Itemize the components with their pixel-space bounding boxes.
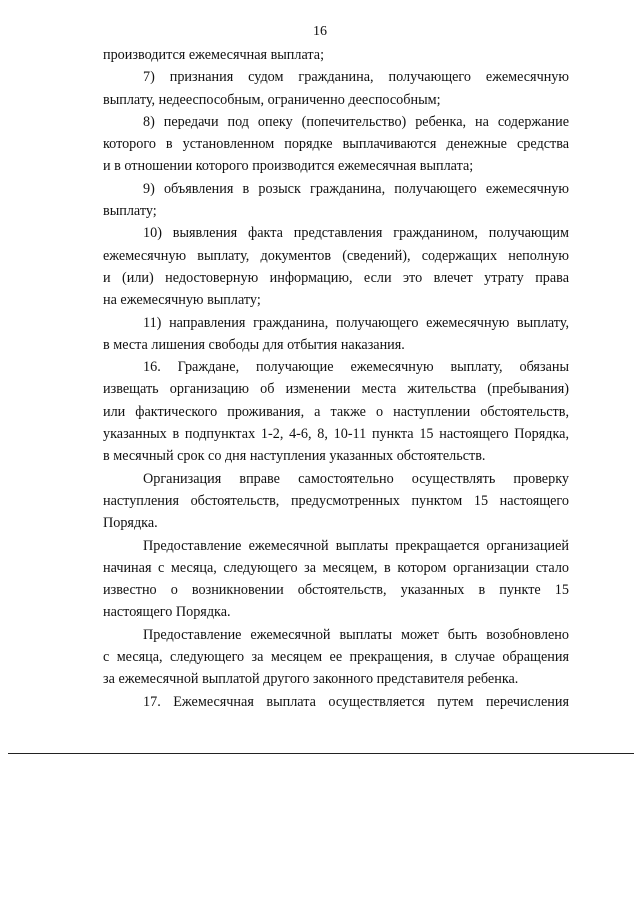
paragraph bbox=[103, 312, 569, 357]
text-line: извещать организацию об изменении места жительства (пребывания) bbox=[103, 381, 569, 398]
text-line: Организация вправе самостоятельно осуществлять проверку bbox=[143, 470, 569, 487]
text-line: 9) объявления в розыск гражданина, получающего ежемесячную bbox=[143, 180, 569, 197]
text-line: начиная с месяца, следующего за месяцем, в котором организации стало bbox=[103, 559, 569, 576]
text-line: за ежемесячной выплатой другого законного представителя ребенка. bbox=[103, 671, 519, 688]
text-line: производится ежемесячная выплата; bbox=[103, 47, 325, 63]
paragraph bbox=[103, 111, 569, 178]
text-line: или фактического проживания, а также о наступлении обстоятельств, bbox=[103, 403, 569, 420]
text-line: известно о возникновении обстоятельств, указанных в пункте 15 bbox=[103, 582, 569, 599]
text-line: 17. Ежемесячная выплата осуществляется путем перечисления bbox=[143, 693, 569, 710]
text-line: в места лишения свободы для отбытия наказания. bbox=[103, 336, 405, 353]
text-line: которого в установленном порядке выплачиваются денежные средства bbox=[103, 136, 569, 153]
paragraph bbox=[103, 222, 569, 311]
text-line: выплату, недееспособным, ограниченно дееспособным; bbox=[103, 91, 441, 108]
paragraph bbox=[103, 691, 569, 713]
text-line: ежемесячную выплату, документов (сведений), содержащих неполную bbox=[103, 247, 569, 264]
text-line: Предоставление ежемесячной выплаты прекращается организацией bbox=[143, 537, 569, 554]
text-line: 8) передачи под опеку (попечительство) ребенка, на содержание bbox=[143, 113, 569, 130]
text-line: 10) выявления факта представления гражданином, получающим bbox=[143, 225, 569, 242]
text-line: наступления обстоятельств, предусмотренных пунктом 15 настоящего bbox=[103, 492, 569, 509]
text-line: с месяца, следующего за месяцем ее прекращения, в случае обращения bbox=[103, 649, 569, 666]
paragraph bbox=[103, 178, 569, 223]
paragraph bbox=[103, 624, 569, 691]
text-line: выплату; bbox=[103, 203, 157, 220]
text-line: на ежемесячную выплату; bbox=[103, 292, 261, 309]
text-line: 7) признания судом гражданина, получающего ежемесячную bbox=[143, 69, 569, 86]
text-line: в месячный срок со дня наступления указанных обстоятельств. bbox=[103, 448, 486, 465]
text-line: Предоставление ежемесячной выплаты может быть возобновлено bbox=[143, 626, 569, 643]
text-line: Порядка. bbox=[103, 515, 158, 532]
text-line: настоящего Порядка. bbox=[103, 604, 231, 621]
page-number: 16 bbox=[313, 24, 327, 39]
paragraph bbox=[103, 468, 569, 535]
paragraph bbox=[103, 44, 569, 66]
footer-rule bbox=[8, 753, 634, 754]
paragraph bbox=[103, 356, 569, 467]
document-body bbox=[103, 44, 569, 713]
text-line: 11) направления гражданина, получающего ежемесячную выплату, bbox=[143, 314, 569, 331]
text-line: и в отношении которого производится ежемесячная выплата; bbox=[103, 158, 474, 175]
paragraph bbox=[103, 535, 569, 624]
text-line: и (или) недостоверную информацию, если это влечет утрату права bbox=[103, 269, 569, 286]
paragraph bbox=[103, 66, 569, 111]
text-line: указанных в подпунктах 1-2, 4-6, 8, 10-11 пункта 15 настоящего Порядка, bbox=[103, 426, 569, 443]
text-line: 16. Граждане, получающие ежемесячную выплату, обязаны bbox=[143, 359, 569, 376]
